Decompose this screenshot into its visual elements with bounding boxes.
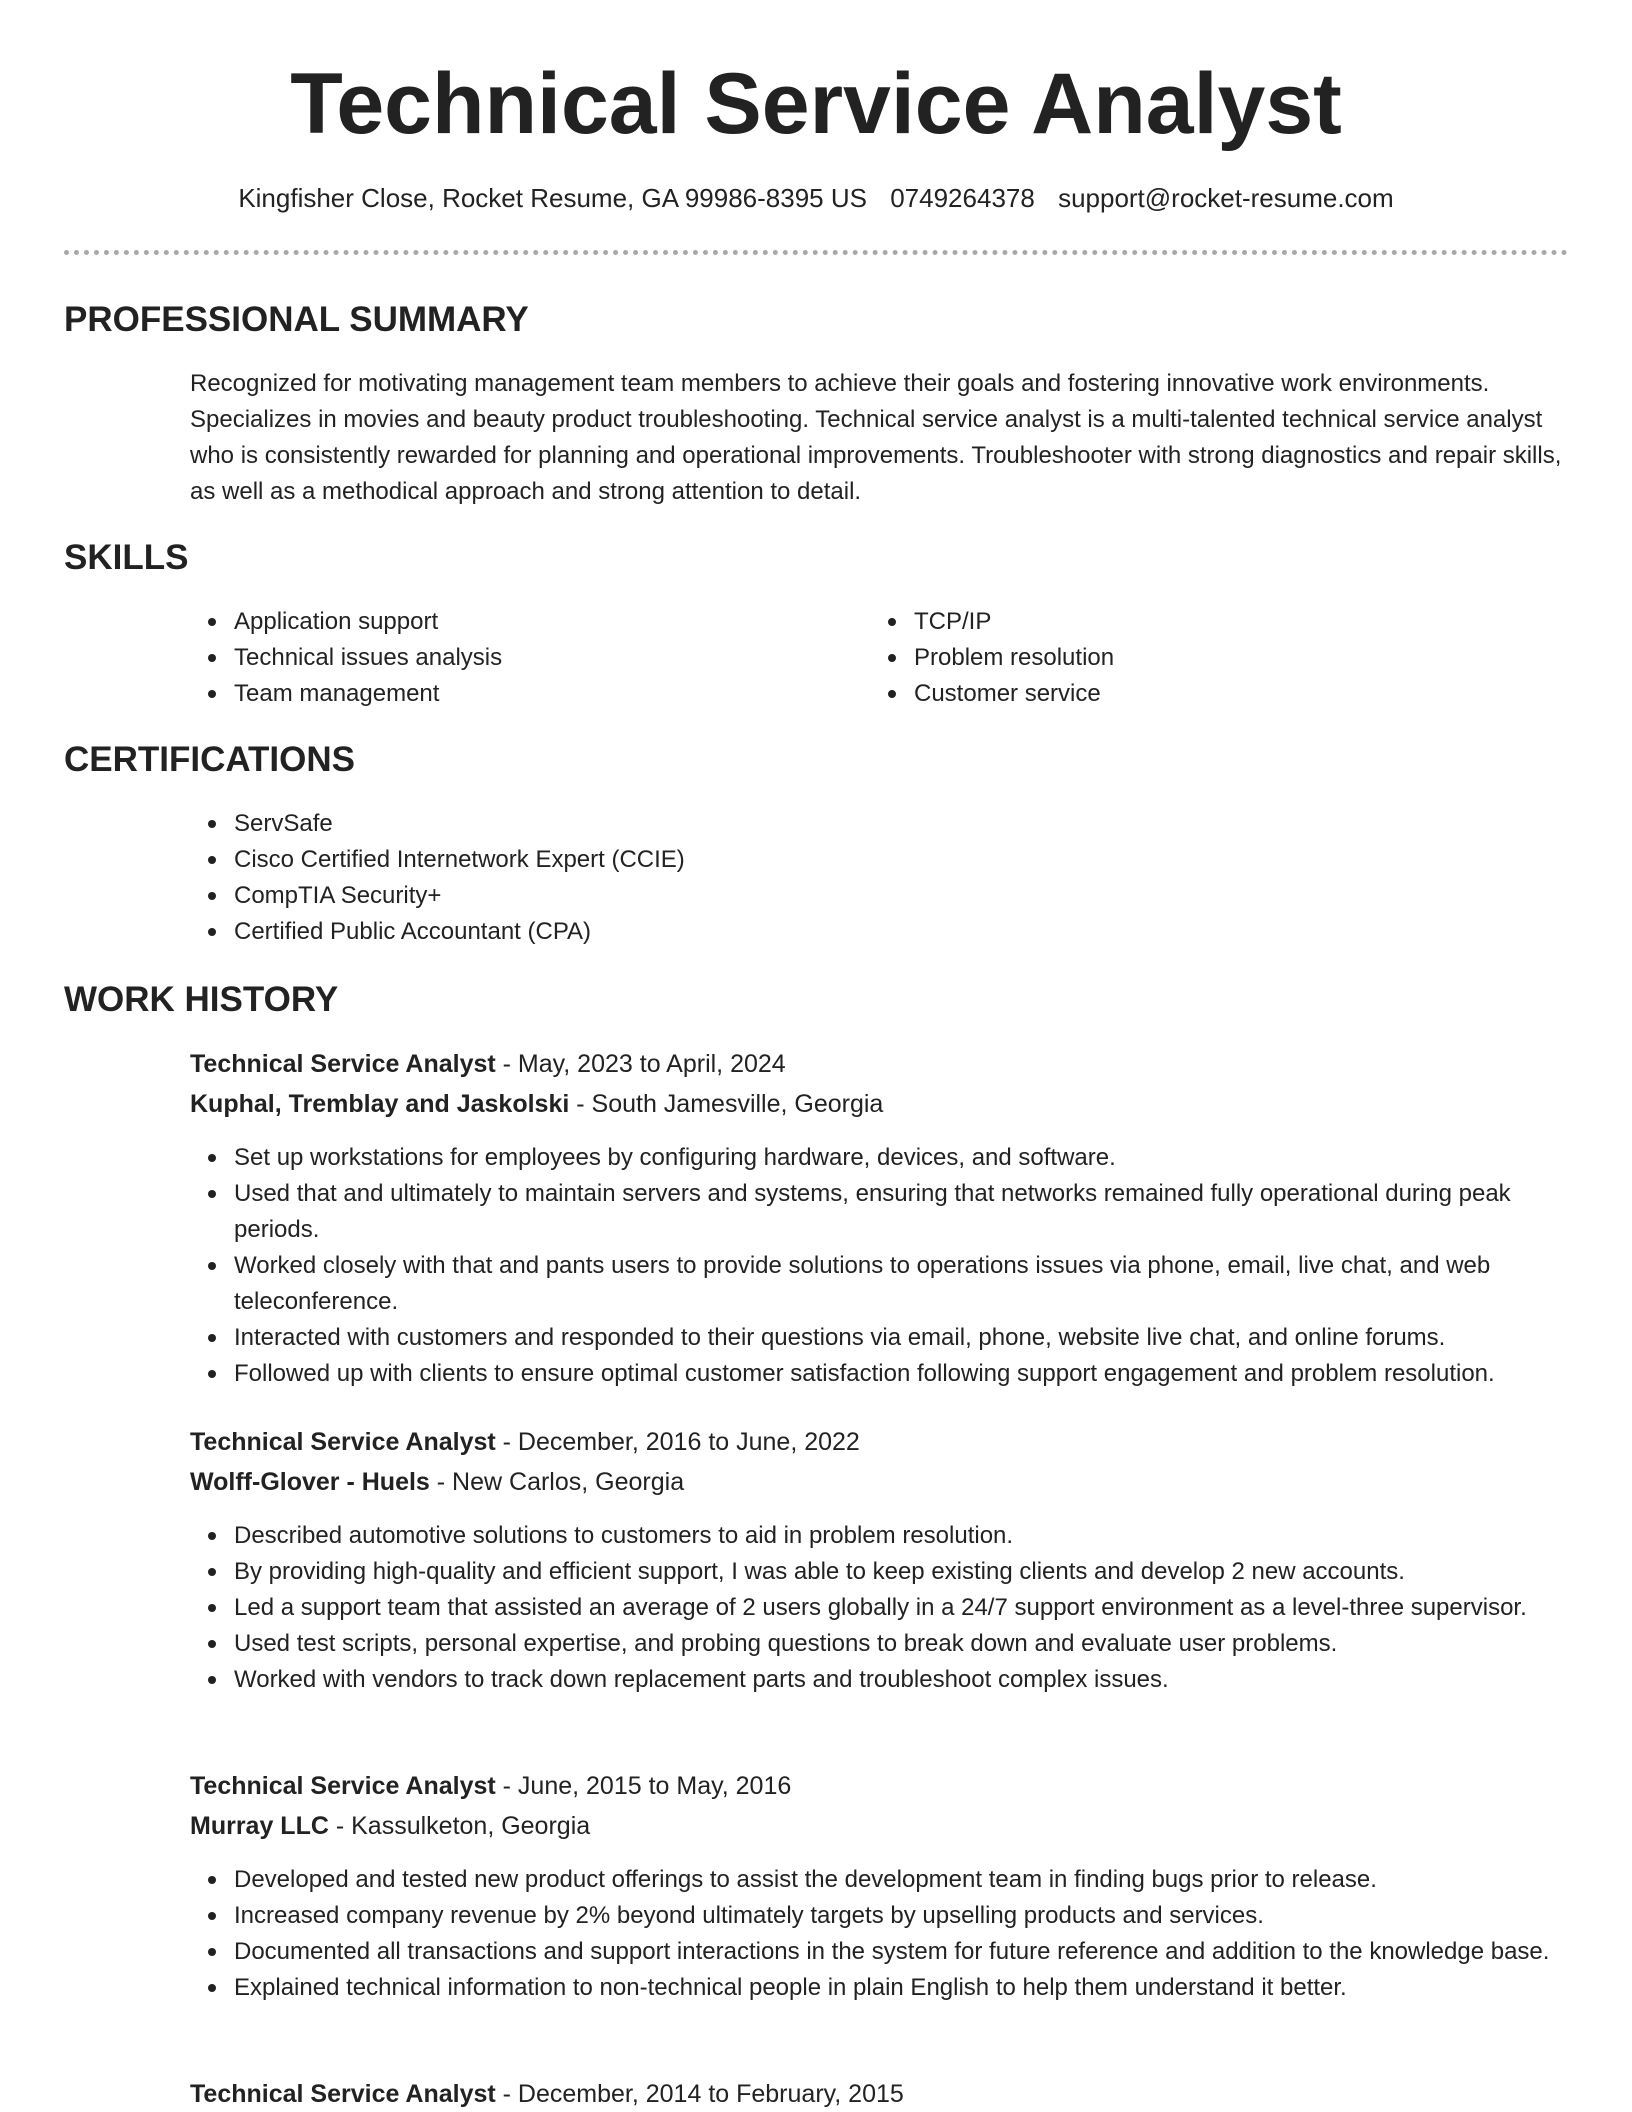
list-item: Customer service [870,676,1510,712]
list-item: Problem resolution [870,640,1510,676]
list-item: Team management [190,676,830,712]
list-item: Documented all transactions and support interactions in the system for future reference and addition to the knowledge base. [190,1934,1568,1970]
list-item: Used that and ultimately to maintain servers and systems, ensuring that networks remained fully operational during peak periods. [190,1176,1568,1248]
job-title: Technical Service Analyst [190,1772,496,1800]
job-title: Technical Service Analyst [190,1428,496,1456]
contact-phone: 0749264378 [890,183,1035,213]
job-dates: - December, 2016 to June, 2022 [495,1428,860,1456]
job-title: Technical Service Analyst [190,1050,496,1078]
list-item: TCP/IP [870,604,1510,640]
section-title-summary: PROFESSIONAL SUMMARY [64,300,529,339]
job-company: Murray LLC [190,1812,329,1840]
resume-name-heading: Technical Service Analyst [290,56,1342,152]
list-item: Developed and tested new product offerings to assist the development team in finding bugs prior to release. [190,1862,1568,1898]
list-item: Increased company revenue by 2% beyond ultimately targets by upselling products and services. [190,1898,1568,1934]
job-company: Wolff-Glover - Huels [190,1468,430,1496]
job-duties-list [190,1862,1568,2006]
list-item: ServSafe [190,806,1568,842]
job-duties-list [190,1140,1568,1392]
list-item: Led a support team that assisted an average of 2 users globally in a 24/7 support environment as a level-three supervisor. [190,1590,1568,1626]
summary-text: Recognized for motivating management team members to achieve their goals and fostering innovative work environments. Specializes in movies and beauty product troubleshooting. Technical service analyst is a multi-talented technical service analyst who is consistently rewarded for planning and operational improvements. Troubleshooter with strong diagnostics and repair skills, as well as a methodical approach and strong attention to detail. [190,370,1562,505]
list-item: Worked with vendors to track down replacement parts and troubleshoot complex issues. [190,1662,1568,1698]
list-item: Certified Public Accountant (CPA) [190,914,1568,950]
job-location: - Kassulketon, Georgia [328,1812,591,1840]
job-duties-list [190,1518,1568,1698]
skills-list-left [190,604,830,712]
section-title-certifications: CERTIFICATIONS [64,740,356,779]
list-item: Set up workstations for employees by configuring hardware, devices, and software. [190,1140,1568,1176]
skills-list-right [870,604,1510,712]
list-item: Described automotive solutions to customers to aid in problem resolution. [190,1518,1568,1554]
job-location: - South Jamesville, Georgia [569,1090,884,1118]
job-location: - New Carlos, Georgia [429,1468,685,1496]
job-title-line [190,2076,904,2112]
list-item: Worked closely with that and pants users to provide solutions to operations issues via phone, email, live chat, and web teleconference. [190,1248,1568,1320]
job-dates: - May, 2023 to April, 2024 [495,1050,786,1078]
list-item: By providing high-quality and efficient support, I was able to keep existing clients and develop 2 new accounts. [190,1554,1568,1590]
contact-email[interactable]: support@rocket-resume.com [1058,183,1394,213]
contact-address: Kingfisher Close, Rocket Resume, GA 99986-8395 US [238,183,867,213]
job-title-line [190,1768,791,1804]
section-title-work-history: WORK HISTORY [64,980,339,1019]
job-company-line [190,1464,684,1500]
job-company-line [190,1808,590,1844]
list-item: Cisco Certified Internetwork Expert (CCIE) [190,842,1568,878]
job-title: Technical Service Analyst [190,2080,496,2108]
section-title-skills: SKILLS [64,538,189,577]
header-divider [64,250,1568,255]
list-item: Technical issues analysis [190,640,830,676]
list-item: Explained technical information to non-technical people in plain English to help them understand it better. [190,1970,1568,2006]
job-dates: - December, 2014 to February, 2015 [495,2080,904,2108]
list-item: Interacted with customers and responded to their questions via email, phone, website live chat, and online forums. [190,1320,1568,1356]
certifications-list [190,806,1568,950]
job-company-line [190,1086,883,1122]
job-title-line [190,1046,786,1082]
list-item: Used test scripts, personal expertise, and probing questions to break down and evaluate user problems. [190,1626,1568,1662]
job-company: Kuphal, Tremblay and Jaskolski [190,1090,570,1118]
list-item: Followed up with clients to ensure optimal customer satisfaction following support engagement and problem resolution. [190,1356,1568,1392]
list-item: Application support [190,604,830,640]
contact-line [0,180,1632,216]
job-title-line [190,1424,860,1460]
job-dates: - June, 2015 to May, 2016 [495,1772,792,1800]
list-item: CompTIA Security+ [190,878,1568,914]
